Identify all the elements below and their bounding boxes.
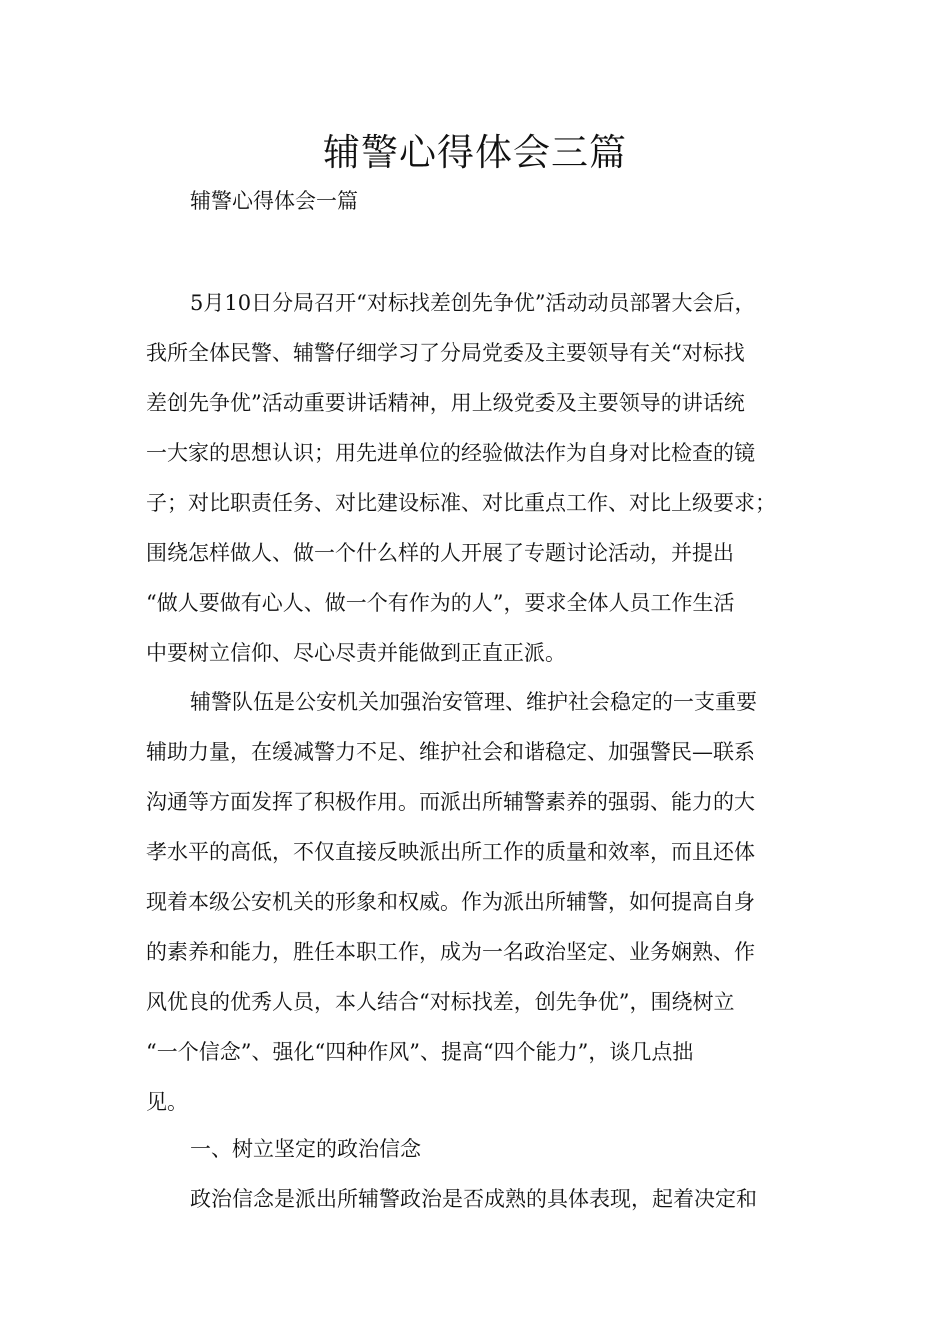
- text-line: 辅助力量，在缓减警力不足、维护社会和谐稳定、加强警民—联系: [146, 740, 755, 764]
- text-line: 的素养和能力，胜任本职工作，成为一名政治坚定、业务娴熟、作: [146, 940, 755, 964]
- text-line: 我所全体民警、辅警仔细学习了分局党委及主要领导有关“对标找: [146, 341, 745, 365]
- text-line: 沟通等方面发挥了积极作用。而派出所辅警素养的强弱、能力的大: [146, 790, 755, 814]
- paragraph-3: [146, 1174, 826, 1224]
- text-line: 见。: [146, 1090, 188, 1114]
- text-line: 风优良的优秀人员，本人结合“对标找差，创先争优”，围绕树立: [146, 990, 735, 1014]
- text-line: 孝水平的高低，不仅直接反映派出所工作的质量和效率，而且还体: [146, 840, 755, 864]
- text-line: 5月10日分局召开“对标找差创先争优”活动动员部署大会后，: [190, 291, 756, 315]
- text-line: 围绕怎样做人、做一个什么样的人开展了专题讨论活动，并提出: [146, 541, 734, 565]
- text-line: 政治信念是派出所辅警政治是否成熟的具体表现，起着决定和: [190, 1187, 757, 1211]
- heading-line: 一、树立坚定的政治信念: [190, 1137, 421, 1161]
- paragraph-1: [146, 278, 826, 678]
- document-title: 辅警心得体会三篇: [323, 131, 627, 174]
- paragraph-2: [146, 677, 826, 1127]
- text-line: 一大家的思想认识；用先进单位的经验做法作为自身对比检查的镜: [146, 441, 755, 465]
- text-line: 子；对比职责任务、对比建设标准、对比重点工作、对比上级要求；: [146, 491, 776, 515]
- text-line: 辅警队伍是公安机关加强治安管理、维护社会稳定的一支重要: [190, 690, 757, 714]
- text-line: 现着本级公安机关的形象和权威。作为派出所辅警，如何提高自身: [146, 890, 755, 914]
- text-line: 中要树立信仰、尽心尽责并能做到正直正派。: [146, 641, 566, 665]
- section-heading: [146, 1124, 826, 1174]
- text-line: “一个信念”、强化“四种作风”、提高“四个能力”，谈几点拙: [146, 1040, 694, 1064]
- text-line: 差创先争优”活动重要讲话精神，用上级党委及主要领导的讲话统: [146, 391, 745, 415]
- text-line: “做人要做有心人、做一个有作为的人”，要求全体人员工作生活: [146, 591, 735, 615]
- section-subtitle: 辅警心得体会一篇: [190, 189, 358, 213]
